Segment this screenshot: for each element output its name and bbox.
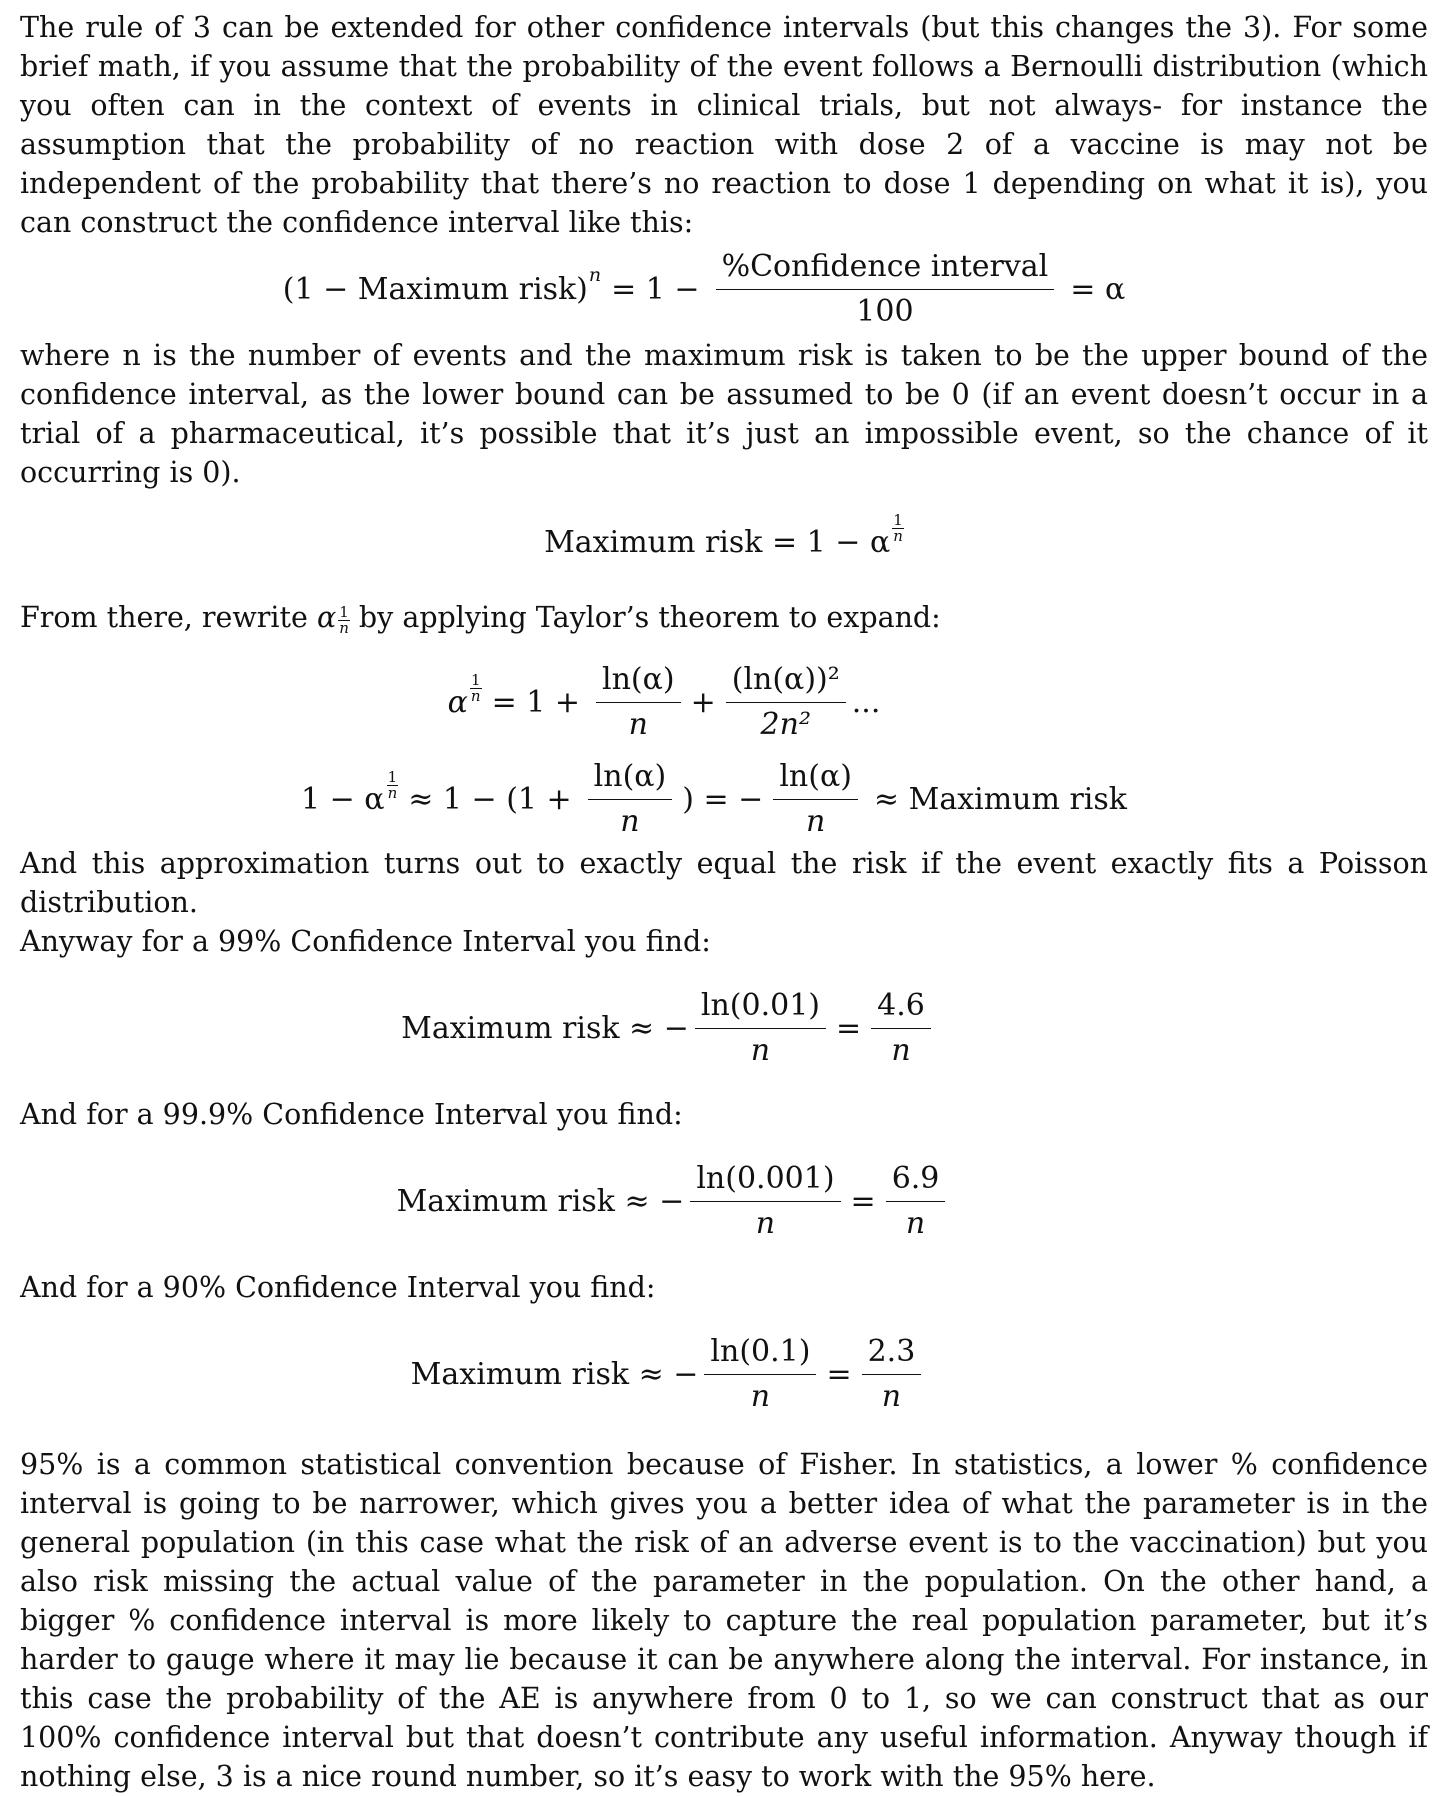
eq3-equals: = 1 + <box>491 684 580 720</box>
eq2-exponent-denominator: n <box>893 526 903 545</box>
eq7-f1-numerator: ln(0.1) <box>704 1334 816 1375</box>
eq5-fraction-2 <box>871 988 931 1069</box>
eq3-fraction-2 <box>726 662 846 743</box>
eq7-f2-numerator: 2.3 <box>862 1334 922 1375</box>
eq6-fraction-1 <box>690 1161 840 1242</box>
eq3-exponent <box>470 670 482 705</box>
eq7-f1-denominator: n <box>750 1378 771 1414</box>
eq3-ellipsis: ... <box>851 684 881 720</box>
eq6-lhs: Maximum risk ≈ − <box>396 1183 685 1219</box>
inline-exponent-numerator: 1 <box>339 603 349 621</box>
paragraph-intro: The rule of 3 can be extended for other confidence intervals (but this changes the 3). For some brief math, if you assume that the probability of the event follows a Bernoulli distribution (which you often can in the context of events in clinical trials, but not always- for instance the assumption that the probability of no reaction with dose 2 of a vaccine is may not be independent of the probability that there’s no reaction to dose 1 depending on what it is), you can construct the confidence interval like this: <box>20 11 1428 239</box>
equation-99-ci <box>0 961 1428 1095</box>
document-page <box>20 8 1428 1796</box>
eq4-exponent-numerator: 1 <box>387 767 398 786</box>
inline-alpha: α <box>316 601 337 634</box>
inline-exponent <box>338 605 350 636</box>
eq7-lhs: Maximum risk ≈ − <box>410 1356 699 1392</box>
eq3-exponent-denominator: n <box>470 686 481 705</box>
eq1-fraction-numerator: %Confidence interval <box>716 249 1055 290</box>
paragraph-rewrite <box>20 598 1428 646</box>
eq2-lhs: Maximum risk = 1 − α <box>544 524 891 560</box>
eq5-f1-numerator: ln(0.01) <box>695 988 826 1029</box>
eq4-f1-denominator: n <box>620 803 640 839</box>
equation-99-9-ci <box>0 1134 1428 1268</box>
eq1-rhs: = α <box>1070 271 1126 307</box>
eq3-alpha: α <box>447 684 468 720</box>
eq7-f2-denominator: n <box>881 1378 902 1414</box>
eq5-f1-denominator: n <box>750 1032 771 1068</box>
eq7-equals: = <box>826 1356 852 1392</box>
eq1-fraction-denominator: 100 <box>856 293 914 329</box>
eq1-fraction <box>716 249 1055 330</box>
paragraph-poisson: And this approximation turns out to exactly equal the risk if the event exactly fits a Poisson distribution. <box>20 847 1428 919</box>
eq6-f1-denominator: n <box>755 1205 776 1241</box>
eq2-exponent-numerator: 1 <box>893 510 903 529</box>
eq6-equals: = <box>850 1183 876 1219</box>
equation-taylor-expansion <box>0 650 1428 754</box>
eq3-f1-denominator: n <box>628 706 648 742</box>
eq5-equals: = <box>836 1010 862 1046</box>
eq6-f2-numerator: 6.9 <box>886 1161 946 1202</box>
inline-exponent-denominator: n <box>339 619 349 637</box>
eq3-f2-numerator: (ln(α))² <box>726 662 846 703</box>
paragraph-99-9-ci: And for a 99.9% Confidence Interval you find: <box>20 1098 683 1131</box>
equation-confidence-interval <box>0 242 1428 336</box>
eq2-exponent <box>892 510 904 545</box>
eq4-fraction-1 <box>588 759 673 840</box>
eq3-exponent-numerator: 1 <box>470 670 481 689</box>
paragraph-90-ci: And for a 90% Confidence Interval you find: <box>20 1271 656 1304</box>
paragraph-fisher: 95% is a common statistical convention because of Fisher. In statistics, a lower % confidence interval is going to be narrower, which gives you a better idea of what the parameter is in the general population (in this case what the risk of an adverse event is to the vaccination) but you also risk missing the actual value of the parameter in the population. On the other hand, a bigger % confidence interval is more likely to capture the real population parameter, but it’s harder to gauge where it may lie because it can be anywhere along the interval. For instance, in this case the probability of the AE is anywhere from 0 to 1, so we can construct that as our 100% confidence interval but that doesn’t contribute any useful information. Anyway though if nothing else, 3 is a nice round number, so it’s easy to work with the 95% here. <box>20 1448 1428 1793</box>
eq4-fraction-2 <box>773 759 858 840</box>
eq3-f2-denominator: 2n² <box>760 706 811 742</box>
eq4-end: ≈ Maximum risk <box>873 781 1127 817</box>
eq4-f2-denominator: n <box>805 803 826 839</box>
eq4-exponent <box>387 767 399 802</box>
paragraph-where-n: where n is the number of events and the maximum risk is taken to be the upper bound of the confidence interval, as the lower bound can be assumed to be 0 (if an event doesn’t occur in a trial of a pharmaceutical, it’s possible that it’s just an impossible event, so the chance of it occurring is 0). <box>20 339 1428 489</box>
eq4-close: ) = − <box>682 781 764 817</box>
eq7-fraction-1 <box>704 1334 816 1415</box>
equation-approximation <box>10 754 1428 844</box>
eq1-one-minus: = 1 − <box>611 271 700 307</box>
eq4-mid: ≈ 1 − (1 + <box>408 781 572 817</box>
rewrite-after: by applying Taylor’s theorem to expand: <box>358 601 941 634</box>
eq4-f2-numerator: ln(α) <box>773 759 858 800</box>
eq7-fraction-2 <box>862 1334 922 1415</box>
eq5-lhs: Maximum risk ≈ − <box>401 1010 689 1046</box>
eq4-f1-numerator: ln(α) <box>588 759 673 800</box>
eq3-plus: + <box>690 684 716 720</box>
eq3-fraction-1 <box>596 662 681 743</box>
equation-maximum-risk <box>20 492 1428 592</box>
eq6-fraction-2 <box>886 1161 946 1242</box>
eq6-f1-numerator: ln(0.001) <box>690 1161 840 1202</box>
eq5-f2-numerator: 4.6 <box>871 988 931 1029</box>
eq4-exponent-denominator: n <box>387 783 398 802</box>
eq1-lhs: (1 − Maximum risk) <box>282 271 588 307</box>
eq1-exponent: n <box>588 264 602 286</box>
eq6-f2-denominator: n <box>905 1205 926 1241</box>
eq5-fraction-1 <box>695 988 826 1069</box>
paragraph-99-ci: Anyway for a 99% Confidence Interval you find: <box>20 925 711 958</box>
eq4-start: 1 − α <box>301 781 385 817</box>
equation-90-ci <box>0 1307 1428 1441</box>
eq3-f1-numerator: ln(α) <box>596 662 681 703</box>
eq5-f2-denominator: n <box>891 1032 911 1068</box>
rewrite-before: From there, rewrite <box>20 601 308 634</box>
